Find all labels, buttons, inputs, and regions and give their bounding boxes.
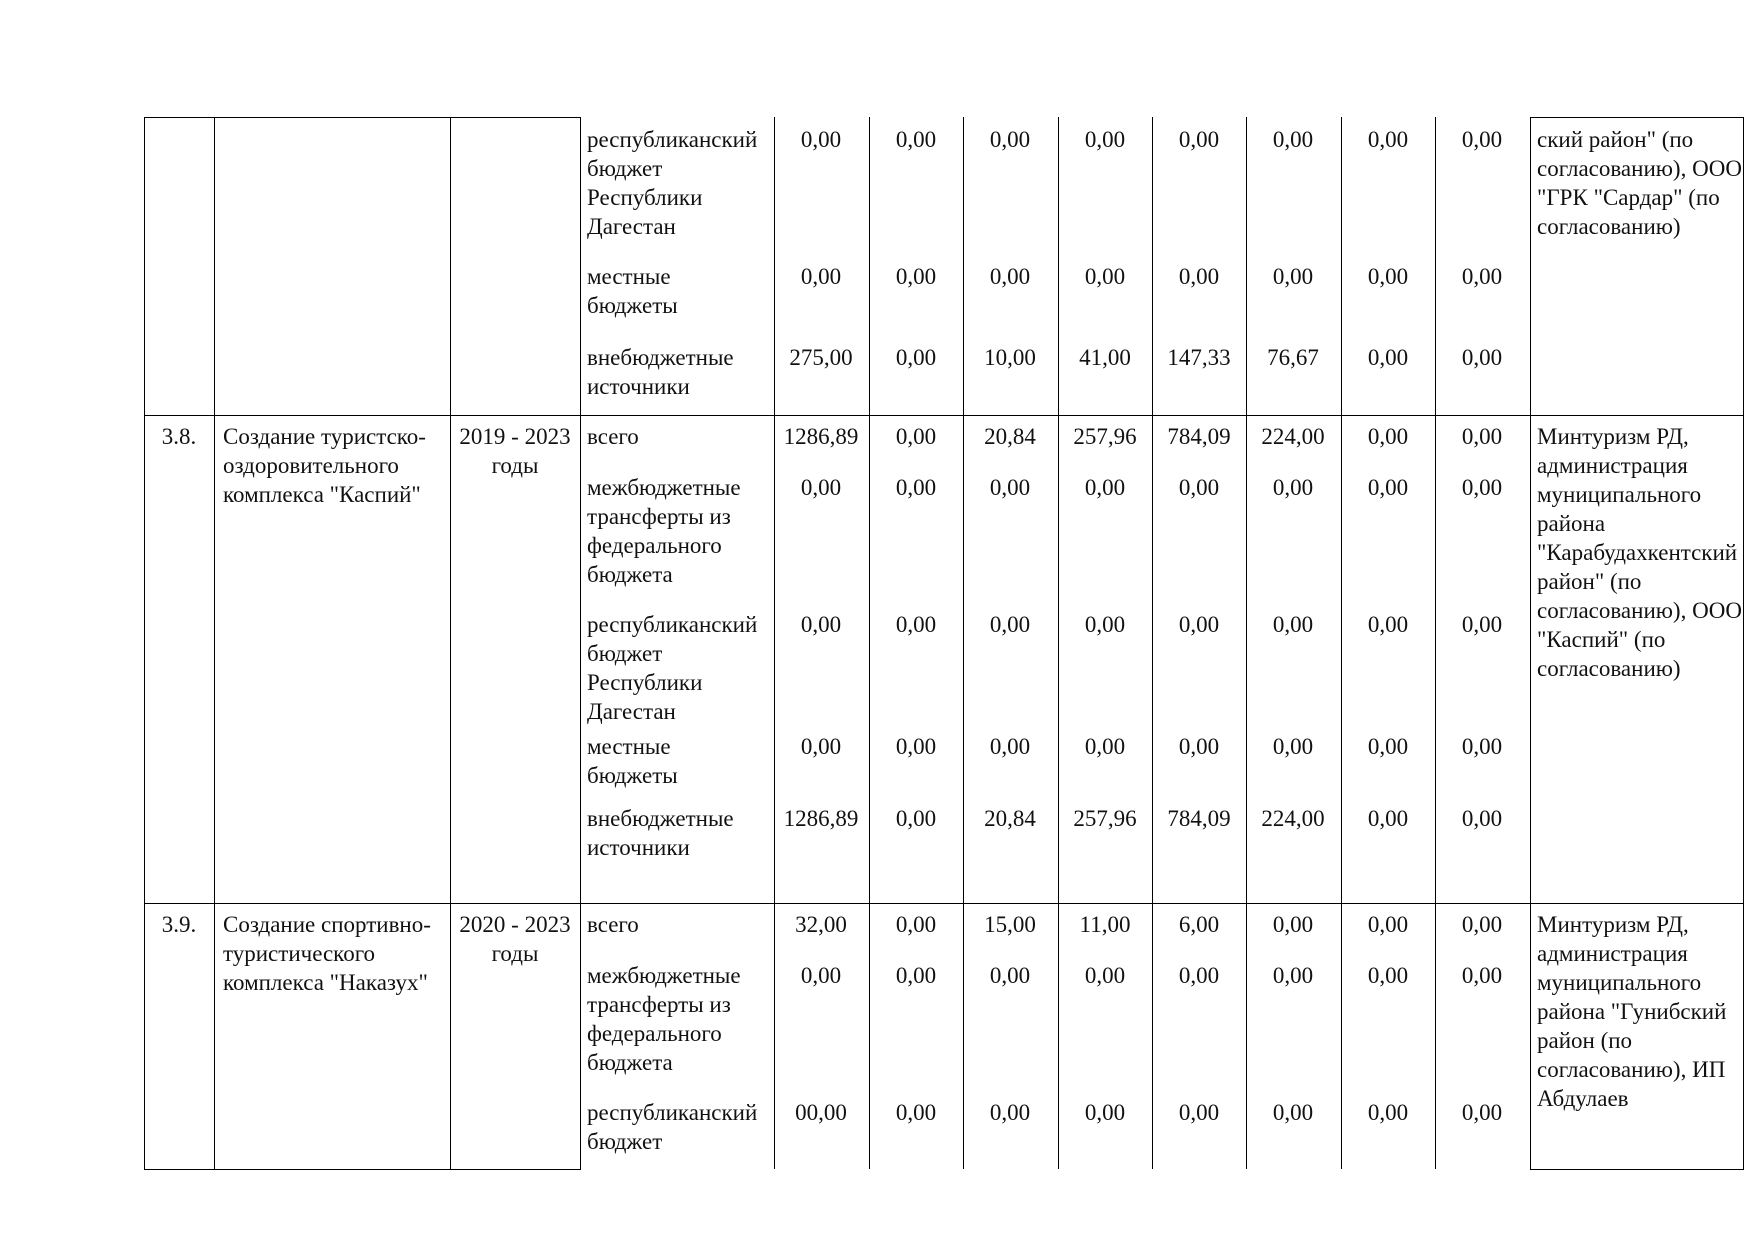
- amount-value: 0,00: [895, 475, 937, 500]
- amount-value: 0,00: [800, 963, 842, 988]
- amount-value: 0,00: [1461, 1100, 1503, 1125]
- col-line-3: [580, 117, 581, 1169]
- amount-value: 257,96: [1073, 806, 1137, 831]
- source-label: межбюджетные трансферты из федерального бюджета: [587, 963, 741, 1075]
- amount-value: 0,00: [1367, 734, 1409, 759]
- amount-value: 0,00: [1084, 475, 1126, 500]
- amount-value: 0,00: [895, 912, 937, 937]
- amount-value: 32,00: [795, 912, 847, 937]
- amount-value: 10,00: [984, 345, 1036, 370]
- amount-value: 0,00: [1461, 475, 1503, 500]
- amount-value: 0,00: [895, 127, 937, 152]
- amount-value: 0,00: [1272, 612, 1314, 637]
- col-line-12: [1530, 117, 1531, 1169]
- amount-value: 0,00: [800, 127, 842, 152]
- amount-value: 0,00: [1178, 963, 1220, 988]
- amount-value: 0,00: [1084, 1100, 1126, 1125]
- source-label: внебюджетные источники: [587, 806, 734, 860]
- amount-value: 0,00: [1272, 1100, 1314, 1125]
- amount-value: 0,00: [895, 963, 937, 988]
- measure-title: Создание туристско-оздоровительного комплекса "Каспий": [223, 424, 426, 507]
- amount-value: 0,00: [800, 264, 842, 289]
- amount-value: 0,00: [1367, 963, 1409, 988]
- source-label: местные бюджеты: [587, 264, 678, 318]
- amount-value: 0,00: [989, 264, 1031, 289]
- amount-value: 0,00: [800, 734, 842, 759]
- amount-value: 0,00: [989, 1100, 1031, 1125]
- amount-value: 0,00: [1178, 264, 1220, 289]
- amount-value: 1286,89: [783, 806, 859, 831]
- source-label: внебюджетные источники: [587, 345, 734, 399]
- amount-value: 0,00: [989, 734, 1031, 759]
- row-line-top-right: [1530, 117, 1744, 118]
- amount-value: 41,00: [1079, 345, 1131, 370]
- amount-value: 0,00: [989, 963, 1031, 988]
- amount-value: 0,00: [1367, 345, 1409, 370]
- amount-value: 0,00: [1272, 734, 1314, 759]
- executor-text: ский район" (по согласованию), ООО "ГРК "Сардар" (по согласованию): [1537, 127, 1742, 239]
- source-label: всего: [587, 912, 639, 937]
- amount-value: 0,00: [895, 345, 937, 370]
- amount-value: 15,00: [984, 912, 1036, 937]
- amount-value: 0,00: [1084, 127, 1126, 152]
- period: 2020 - 2023 годы: [459, 912, 571, 966]
- amount-value: 76,67: [1267, 345, 1319, 370]
- amount-value: 0,00: [895, 1100, 937, 1125]
- amount-value: 0,00: [1084, 734, 1126, 759]
- amount-value: 0,00: [800, 612, 842, 637]
- amount-value: 0,00: [1178, 127, 1220, 152]
- amount-value: 0,00: [1272, 963, 1314, 988]
- amount-value: 20,84: [984, 424, 1036, 449]
- col-line-2: [450, 117, 451, 1169]
- amount-value: 0,00: [895, 424, 937, 449]
- amount-value: 0,00: [1178, 1100, 1220, 1125]
- amount-value: 224,00: [1261, 424, 1325, 449]
- amount-value: 0,00: [1178, 734, 1220, 759]
- amount-value: 0,00: [1461, 912, 1503, 937]
- amount-value: 147,33: [1167, 345, 1231, 370]
- source-label: всего: [587, 424, 639, 449]
- row-line-bottom: [144, 1169, 581, 1170]
- amount-value: 0,00: [895, 734, 937, 759]
- amount-value: 0,00: [1272, 127, 1314, 152]
- row-line-a: [144, 415, 1744, 416]
- executor-text: Минтуризм РД, администрация муниципального района "Гунибский район (по согласованию), ИП Абдулаев: [1537, 912, 1727, 1111]
- executor-text: Минтуризм РД, администрация муниципального района "Карабудахкентский район" (по согласованию), ООО "Каспий" (по согласованию): [1537, 424, 1742, 681]
- amount-value: 0,00: [1367, 264, 1409, 289]
- amount-value: 20,84: [984, 806, 1036, 831]
- amount-value: 0,00: [989, 127, 1031, 152]
- col-line-13: [1743, 117, 1744, 1169]
- amount-value: 0,00: [895, 264, 937, 289]
- amount-value: 1286,89: [783, 424, 859, 449]
- amount-value: 0,00: [1367, 127, 1409, 152]
- amount-value: 0,00: [1367, 475, 1409, 500]
- amount-value: 784,09: [1167, 806, 1231, 831]
- amount-value: 00,00: [795, 1100, 847, 1125]
- amount-value: 0,00: [895, 806, 937, 831]
- source-label: республиканский бюджет Республики Дагестан: [587, 127, 758, 239]
- row-index: 3.9.: [161, 912, 197, 937]
- col-line-1: [214, 117, 215, 1169]
- row-line-b: [144, 903, 1744, 904]
- period: 2019 - 2023 годы: [459, 424, 571, 478]
- amount-value: 275,00: [789, 345, 853, 370]
- amount-value: 0,00: [1272, 264, 1314, 289]
- col-line-0: [144, 117, 145, 1169]
- amount-value: 0,00: [1367, 1100, 1409, 1125]
- amount-value: 0,00: [1178, 475, 1220, 500]
- amount-value: 0,00: [1367, 912, 1409, 937]
- amount-value: 6,00: [1178, 912, 1220, 937]
- measure-title: Создание спортивно-туристического комплекса "Наказух": [223, 912, 431, 995]
- amount-value: 0,00: [1367, 612, 1409, 637]
- source-label: местные бюджеты: [587, 734, 678, 788]
- amount-value: 0,00: [1084, 264, 1126, 289]
- source-label: межбюджетные трансферты из федерального бюджета: [587, 475, 741, 587]
- amount-value: 0,00: [1084, 963, 1126, 988]
- amount-value: 0,00: [1461, 963, 1503, 988]
- amount-value: 0,00: [1461, 806, 1503, 831]
- amount-value: 11,00: [1079, 912, 1131, 937]
- amount-value: 784,09: [1167, 424, 1231, 449]
- row-line-top: [144, 117, 581, 118]
- amount-value: 0,00: [989, 475, 1031, 500]
- amount-value: 0,00: [1272, 912, 1314, 937]
- amount-value: 0,00: [1461, 424, 1503, 449]
- row-line-bottom-right: [1530, 1169, 1744, 1170]
- row-index: 3.8.: [161, 424, 197, 449]
- amount-value: 0,00: [800, 475, 842, 500]
- amount-value: 0,00: [1272, 475, 1314, 500]
- amount-value: 0,00: [1367, 806, 1409, 831]
- budget-table: [144, 117, 1744, 1177]
- amount-value: 257,96: [1073, 424, 1137, 449]
- amount-value: 0,00: [1461, 612, 1503, 637]
- amount-value: 0,00: [1084, 612, 1126, 637]
- amount-value: 224,00: [1261, 806, 1325, 831]
- amount-value: 0,00: [1178, 612, 1220, 637]
- source-label: республиканский бюджет Республики Дагестан: [587, 612, 758, 724]
- amount-value: 0,00: [1367, 424, 1409, 449]
- amount-value: 0,00: [1461, 127, 1503, 152]
- source-label: республиканский бюджет: [587, 1100, 758, 1154]
- amount-value: 0,00: [895, 612, 937, 637]
- amount-value: 0,00: [1461, 264, 1503, 289]
- amount-value: 0,00: [989, 612, 1031, 637]
- amount-value: 0,00: [1461, 345, 1503, 370]
- amount-value: 0,00: [1461, 734, 1503, 759]
